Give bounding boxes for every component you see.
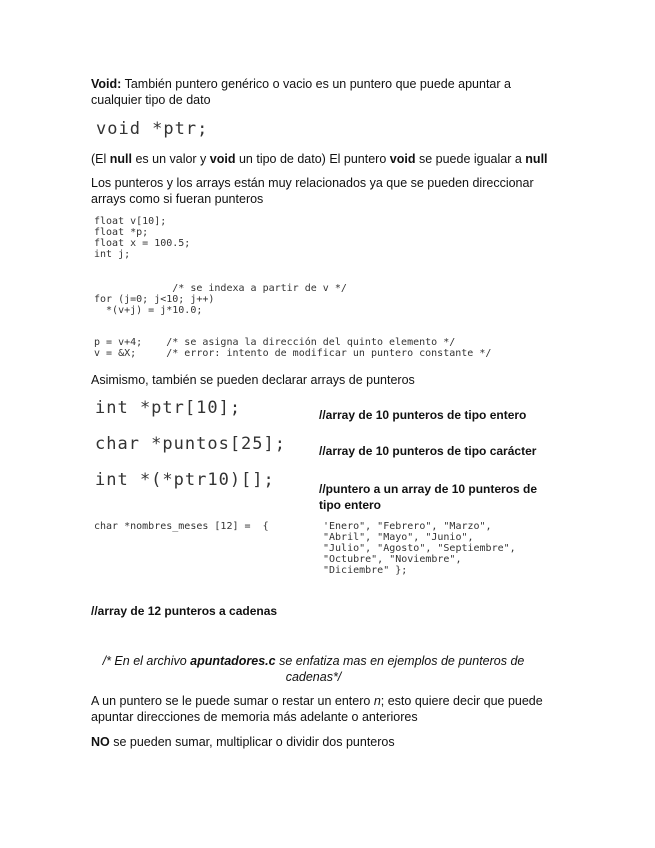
decl-char-puntos-comment: //array de 10 punteros de tipo carácter [319, 444, 537, 458]
null-text-3: un tipo de dato) El puntero [235, 152, 390, 166]
nombres-row: "Octubre", "Noviembre", [323, 554, 462, 565]
decl-int-ptr10-comment-line2: tipo entero [319, 498, 381, 512]
arrays-line2: arrays como si fueran punteros [91, 192, 264, 206]
null-text-1: (El [91, 152, 110, 166]
code-block-2 [94, 283, 347, 316]
code-line: *(v+j) = j*10.0; [94, 305, 203, 316]
nombres-row: 'Enero", "Febrero", "Marzo", [323, 521, 492, 532]
code-block [94, 216, 190, 260]
code-line: float v[10]; [94, 216, 167, 227]
sumar-text-2: ; esto quiere decir que puede [380, 694, 543, 708]
archivo-text-line2: cadenas*/ [285, 670, 342, 684]
nombres-decl: char *nombres_meses [12] = { [94, 521, 269, 532]
archivo-text-1: /* En el archivo [102, 654, 191, 668]
nombres-row: "Diciembre" }; [323, 565, 408, 576]
decl-int-ptr-comment: //array de 10 punteros de tipo entero [319, 408, 527, 422]
nombres-row: "Julio", "Agosto", "Septiembre", [323, 543, 516, 554]
decl-int-ptr10: int *(*ptr10)[]; [95, 470, 275, 490]
code-line: /* se indexa a partir de v */ [94, 283, 347, 294]
code-line: float x = 100.5; [94, 238, 191, 249]
archivo-text-2: se enfatiza mas en ejemplos de punteros de [275, 654, 525, 668]
decl-int-ptr: int *ptr[10]; [95, 398, 242, 418]
void-keyword-2: void [389, 152, 416, 166]
no-text: se pueden sumar, multiplicar o dividir dos punteros [109, 735, 395, 749]
no-keyword: NO [91, 735, 110, 749]
code-block-3 [94, 337, 491, 359]
decl-int-ptr10-comment-line1: //puntero a un array de 10 punteros de [319, 482, 538, 496]
null-keyword-2: null [525, 152, 548, 166]
void-ptr-code: void *ptr; [96, 119, 209, 139]
cadenas-comment: //array de 12 punteros a cadenas [91, 604, 278, 618]
null-paragraph [91, 151, 548, 167]
null-keyword: null [109, 152, 132, 166]
void-text-line2: cualquier tipo de dato [91, 93, 211, 107]
arrays-line1: Los punteros y los arrays están muy relacionados ya que se pueden direccionar [91, 176, 534, 190]
code-line: p = v+4; /* se asigna la dirección del quinto elemento */ [94, 337, 456, 348]
void-term: Void: [91, 77, 122, 91]
code-line: int j; [94, 249, 131, 260]
sumar-text-1: A un puntero se le puede sumar o restar un entero [91, 694, 374, 708]
decl-char-puntos: char *puntos[25]; [95, 434, 286, 454]
null-text-2: es un valor y [131, 152, 210, 166]
void-text-line1: También puntero genérico o vacio es un puntero que puede apuntar a [121, 77, 511, 91]
code-line: v = &X; /* error: intento de modificar un puntero constante */ [94, 348, 492, 359]
code-line: for (j=0; j<10; j++) [94, 294, 215, 305]
sumar-line2: apuntar direcciones de memoria más adelante o anteriores [91, 710, 418, 724]
void-keyword: void [209, 152, 236, 166]
decl-int-ptr10-comment [319, 481, 537, 513]
archivo-comment [91, 653, 536, 685]
sumar-paragraph [91, 693, 543, 725]
nombres-row: "Abril", "Mayo", "Junio", [323, 532, 474, 543]
sumar-n: n [373, 694, 381, 708]
no-paragraph [91, 734, 395, 750]
null-text-4: se puede igualar a [415, 152, 526, 166]
archivo-filename: apuntadores.c [190, 654, 276, 668]
nombres-values [323, 521, 516, 576]
void-paragraph [91, 76, 511, 108]
asimismo-paragraph: Asimismo, también se pueden declarar arrays de punteros [91, 373, 415, 387]
arrays-paragraph [91, 175, 534, 207]
code-line: float *p; [94, 227, 149, 238]
